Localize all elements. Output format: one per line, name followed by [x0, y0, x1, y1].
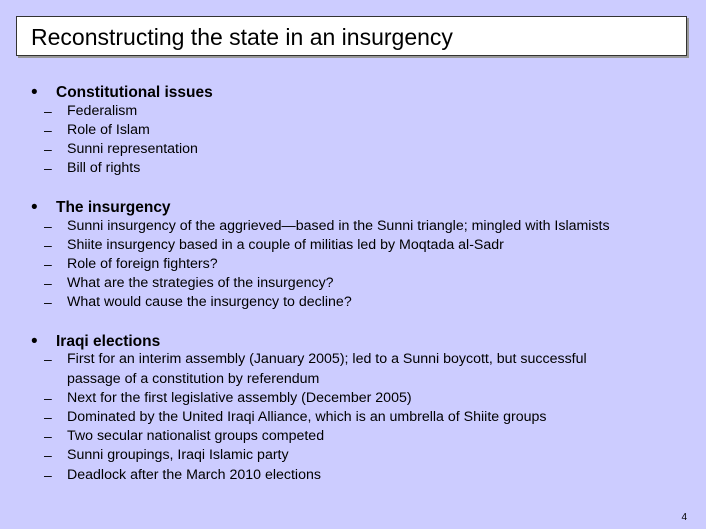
list-item: Shiite insurgency based in a couple of militias led by Moqtada al-Sadr: [67, 237, 504, 253]
list-item-continuation: passage of a constitution by referendum: [67, 371, 320, 387]
dash-icon: –: [44, 275, 52, 291]
dash-icon: –: [44, 218, 52, 234]
section-heading-insurgency: The insurgency: [56, 199, 171, 216]
dash-icon: –: [44, 256, 52, 272]
list-item: Federalism: [67, 103, 138, 119]
list-item: What would cause the insurgency to decline?: [67, 294, 352, 310]
list-item: Next for the first legislative assembly (December 2005): [67, 390, 412, 406]
bullet-icon: •: [31, 82, 38, 103]
dash-icon: –: [44, 160, 52, 176]
list-item: Sunni groupings, Iraqi Islamic party: [67, 447, 289, 463]
dash-icon: –: [44, 467, 52, 483]
bullet-icon: •: [31, 197, 38, 218]
section-heading-constitutional: Constitutional issues: [56, 84, 213, 101]
dash-icon: –: [44, 351, 52, 367]
dash-icon: –: [44, 390, 52, 406]
dash-icon: –: [44, 294, 52, 310]
page-number: 4: [681, 512, 687, 523]
bullet-icon: •: [31, 331, 38, 352]
list-item: What are the strategies of the insurgency?: [67, 275, 334, 291]
section-heading-elections: Iraqi elections: [56, 333, 161, 350]
dash-icon: –: [44, 103, 52, 119]
list-item: Sunni insurgency of the aggrieved—based in the Sunni triangle; mingled with Islamists: [67, 218, 610, 234]
list-item: Sunni representation: [67, 141, 198, 157]
list-item: Bill of rights: [67, 160, 141, 176]
title-box: [16, 16, 687, 56]
dash-icon: –: [44, 409, 52, 425]
list-item: Two secular nationalist groups competed: [67, 428, 325, 444]
list-item: Dominated by the United Iraqi Alliance, which is an umbrella of Shiite groups: [67, 409, 547, 425]
list-item: Deadlock after the March 2010 elections: [67, 467, 321, 483]
dash-icon: –: [44, 237, 52, 253]
list-item: First for an interim assembly (January 2005); led to a Sunni boycott, but successful: [67, 351, 587, 367]
dash-icon: –: [44, 428, 52, 444]
list-item: Role of Islam: [67, 122, 150, 138]
dash-icon: –: [44, 122, 52, 138]
list-item: Role of foreign fighters?: [67, 256, 218, 272]
slide-title: Reconstructing the state in an insurgency: [31, 24, 453, 50]
dash-icon: –: [44, 141, 52, 157]
dash-icon: –: [44, 447, 52, 463]
